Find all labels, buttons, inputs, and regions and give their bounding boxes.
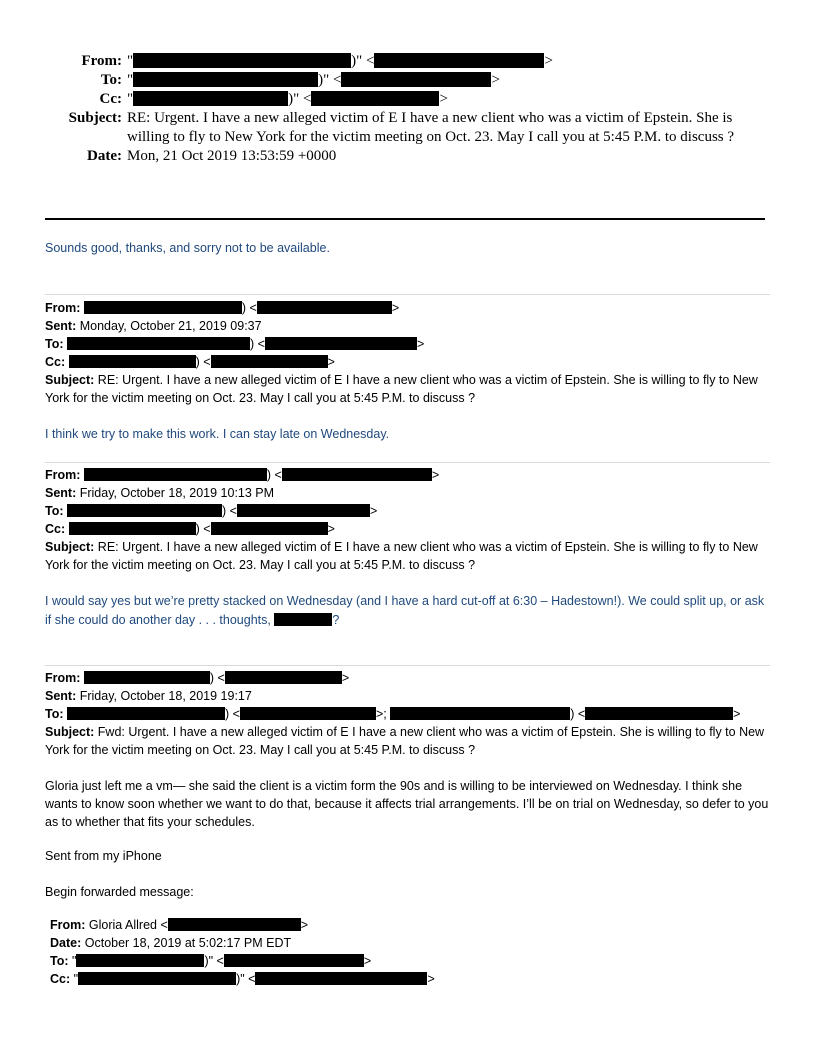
from-value: " )" < > <box>127 53 553 69</box>
fwd-to-row: To: " )" < > <box>50 954 372 968</box>
email1-cc-row: Cc: ) < > <box>45 355 335 369</box>
email-header-3 <box>45 669 770 759</box>
email3-to-row: To: ) < >; ) < > <box>45 707 741 721</box>
redaction-bar <box>76 954 204 967</box>
subject-label: Subject: <box>68 110 122 126</box>
redaction-bar <box>585 707 733 720</box>
email-header-2 <box>45 466 770 574</box>
fwd-date-row: Date: October 18, 2019 at 5:02:17 PM EDT <box>50 936 292 950</box>
redaction-bar <box>133 72 318 87</box>
cc-label: Cc: <box>99 91 122 107</box>
redaction-bar <box>265 337 417 350</box>
email1-sent-row: Sent: Monday, October 21, 2019 09:37 <box>45 319 262 333</box>
email3-from-row: From: ) < > <box>45 671 350 685</box>
email3-body: Gloria just left me a vm— she said the client is a victim form the 90s and is willing to be interviewed on Wednesday. I think she wants to know soon whether we want to do that, because it affects trial arrangements. I’ll be on trial on Wednesday, so defer to you as to whether that fits your schedules. <box>45 779 769 829</box>
redaction-bar <box>211 522 328 535</box>
header-divider <box>45 218 765 220</box>
redaction-bar <box>274 613 332 626</box>
email2-body: I would say yes but we’re pretty stacked on Wednesday (and I have a hard cut-off at 6:30 – Hadestown!). We could split up, or ask if she could do another day . . . thoughts, ? <box>45 594 765 627</box>
redaction-bar <box>374 53 544 68</box>
reply-message: Sounds good, thanks, and sorry not to be available. <box>45 241 330 255</box>
email-divider <box>45 462 770 463</box>
email3-subject-row: Subject: Fwd: Urgent. I have a new alleged victim of E I have a new client who was a victim of Epstein. She is willing to fly to New York for the victim meeting on Oct. 23. May I call you at 5:45 P.M. to discuss ? <box>45 725 765 757</box>
redaction-bar <box>211 355 328 368</box>
email2-cc-row: Cc: ) < > <box>45 522 335 536</box>
redaction-bar <box>257 301 392 314</box>
header-cc-row <box>40 90 770 109</box>
date-value: Mon, 21 Oct 2019 13:53:59 +0000 <box>127 148 337 164</box>
email2-to-row: To: ) < > <box>45 504 378 518</box>
redaction-bar <box>255 972 427 985</box>
from-label: From: <box>81 53 122 69</box>
redaction-bar <box>67 504 222 517</box>
email2-sent-row: Sent: Friday, October 18, 2019 10:13 PM <box>45 486 275 500</box>
redaction-bar <box>84 301 242 314</box>
to-value: " )" < > <box>127 72 500 88</box>
header-date-row <box>40 147 770 166</box>
redaction-bar <box>67 707 225 720</box>
email-divider <box>45 294 770 295</box>
redaction-bar <box>67 337 250 350</box>
forwarded-intro: Begin forwarded message: <box>45 885 194 899</box>
redaction-bar <box>282 468 432 481</box>
fwd-from-row: From: Gloria Allred < > <box>50 918 309 932</box>
redaction-bar <box>84 671 210 684</box>
email1-from-row: From: ) < > <box>45 301 400 315</box>
header-from-row <box>40 52 770 71</box>
redaction-bar <box>341 72 491 87</box>
email1-body: I think we try to make this work. I can stay late on Wednesday. <box>45 427 390 441</box>
date-label: Date: <box>87 148 122 164</box>
redaction-bar <box>168 918 301 931</box>
forwarded-header <box>50 916 770 988</box>
redaction-bar <box>69 355 196 368</box>
to-label: To: <box>100 72 122 88</box>
email1-subject-row: Subject: RE: Urgent. I have a new alleged victim of E I have a new client who was a victim of Epstein. She is willing to fly to New York for the victim meeting on Oct. 23. May I call you at 5:45 P.M. to discuss ? <box>45 373 758 405</box>
redaction-bar <box>224 954 364 967</box>
email2-subject-row: Subject: RE: Urgent. I have a new alleged victim of E I have a new client who was a victim of Epstein. She is willing to fly to New York for the victim meeting on Oct. 23. May I call you at 5:45 P.M. to discuss ? <box>45 540 758 572</box>
redaction-bar <box>133 91 288 106</box>
email2-from-row: From: ) < > <box>45 468 440 482</box>
top-email-header <box>40 52 770 166</box>
redaction-bar <box>311 91 439 106</box>
header-subject-row <box>40 109 770 147</box>
email-header-1 <box>45 299 770 407</box>
email-divider <box>45 665 770 666</box>
redaction-bar <box>225 671 342 684</box>
redaction-bar <box>69 522 196 535</box>
cc-value: " )" < > <box>127 91 448 107</box>
redaction-bar <box>240 707 376 720</box>
redaction-bar <box>390 707 570 720</box>
redaction-bar <box>78 972 236 985</box>
redaction-bar <box>133 53 351 68</box>
redaction-bar <box>84 468 267 481</box>
email1-to-row: To: ) < > <box>45 337 425 351</box>
email3-sent-row: Sent: Friday, October 18, 2019 19:17 <box>45 689 252 703</box>
redaction-bar <box>237 504 370 517</box>
header-to-row <box>40 71 770 90</box>
email3-signature: Sent from my iPhone <box>45 849 162 863</box>
subject-value: RE: Urgent. I have a new alleged victim of E I have a new client who was a victim of Epstein. She is willing to fly to New York for the victim meeting on Oct. 23. May I call you at 5:45 P.M. to discuss ? <box>127 110 735 145</box>
fwd-cc-row: Cc: " )" < > <box>50 972 435 986</box>
